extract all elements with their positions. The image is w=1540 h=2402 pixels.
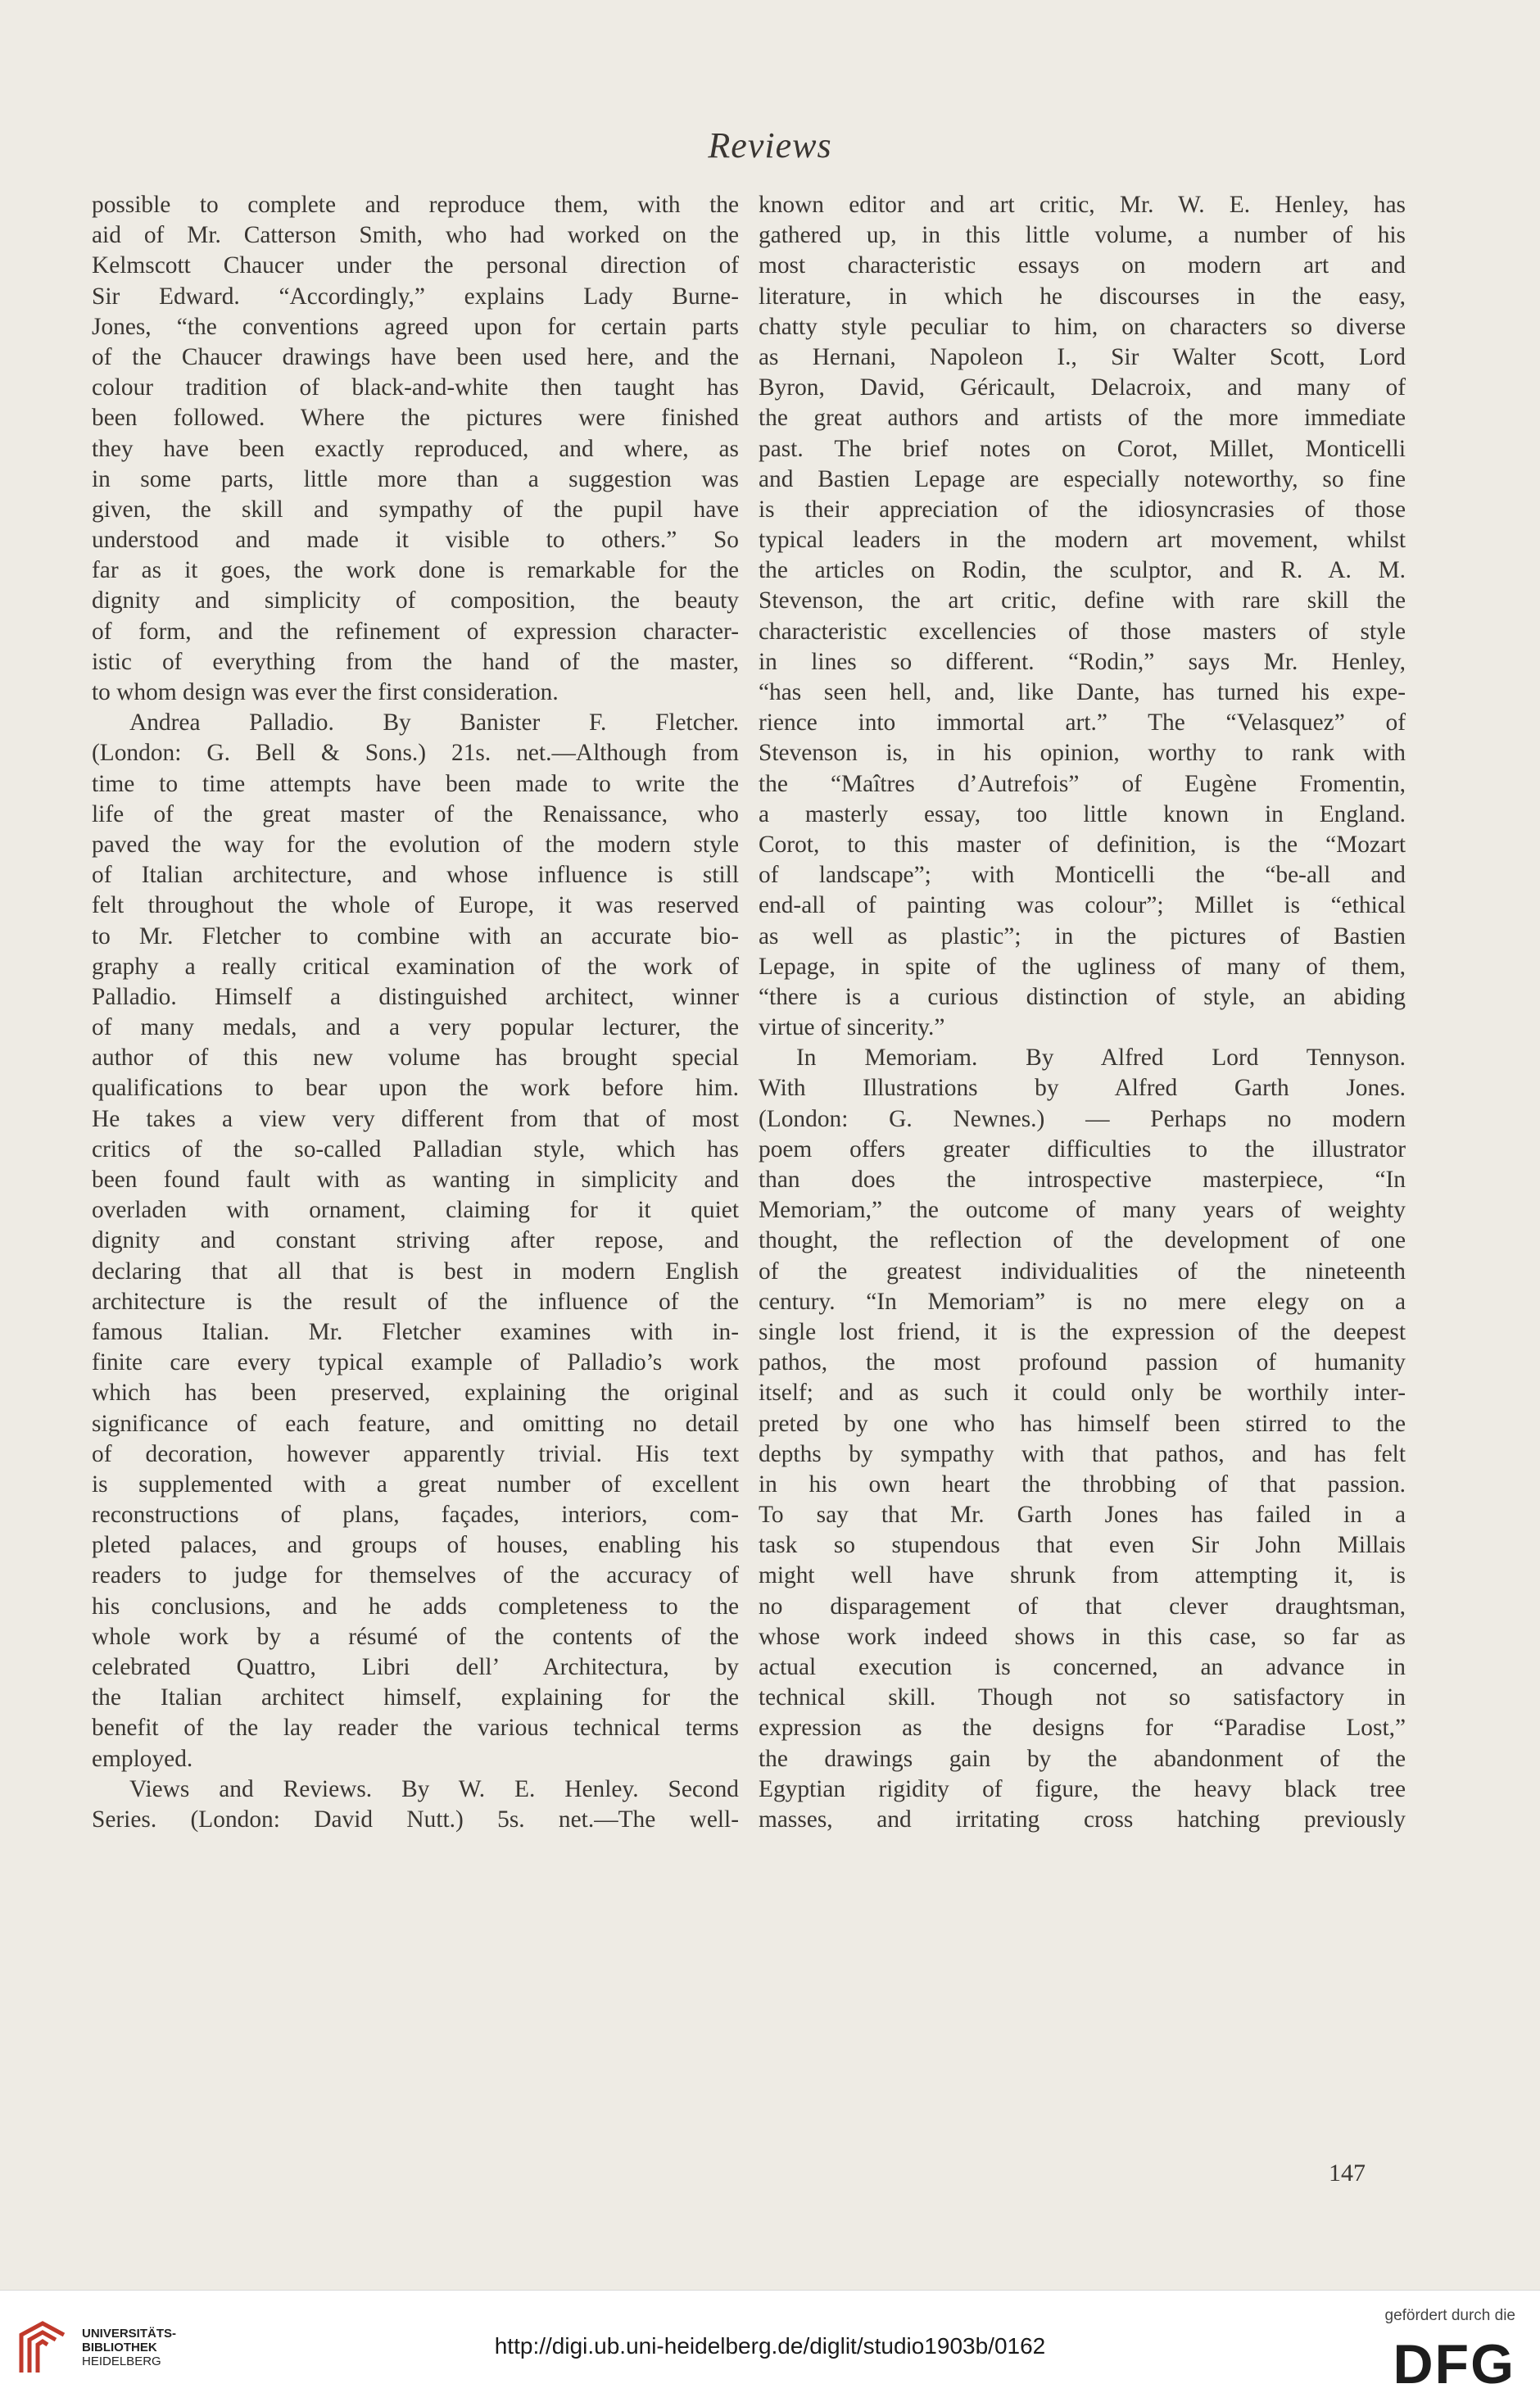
text-line: architecture is the result of the influence of the — [92, 1288, 739, 1315]
text-line: given, the skill and sympathy of the pupil have — [92, 496, 739, 523]
text-line: century. “In Memoriam” is no mere elegy on a — [759, 1288, 1406, 1315]
text-line: Views and Reviews. By W. E. Henley. Second — [129, 1775, 739, 1802]
left-text-column — [92, 190, 739, 1835]
text-line: actual execution is concerned, an advance in — [759, 1654, 1406, 1680]
sponsor-text: gefördert durch die — [1384, 2307, 1515, 2324]
text-line: Memoriam,” the outcome of many years of weighty — [759, 1197, 1406, 1224]
text-line: in his own heart the throbbing of that passion. — [759, 1471, 1406, 1498]
text-line: single lost friend, it is the expression of the deepest — [759, 1318, 1406, 1345]
text-line: istic of everything from the hand of the master, — [92, 648, 739, 675]
running-header: Reviews — [708, 125, 832, 165]
text-line: To say that Mr. Garth Jones has failed in a — [759, 1502, 1406, 1529]
text-line: Sir Edward. “Accordingly,” explains Lady Burne- — [92, 283, 739, 310]
text-line: task so stupendous that even Sir John Millais — [759, 1532, 1406, 1559]
text-line: overladen with ornament, claiming for it quiet — [92, 1197, 739, 1224]
text-line: employed. — [92, 1745, 193, 1772]
text-line: his conclusions, and he adds completeness to the — [92, 1593, 739, 1620]
text-line: colour tradition of black-and-white then taught has — [92, 374, 739, 401]
text-line: Egyptian rigidity of figure, the heavy black tree — [759, 1775, 1406, 1802]
text-line: celebrated Quattro, Libri dell’ Architectura, by — [92, 1654, 739, 1680]
text-line: of decoration, however apparently trivial. His text — [92, 1440, 739, 1467]
text-line: paved the way for the evolution of the modern style — [92, 831, 739, 858]
text-line: pathos, the most profound passion of humanity — [759, 1349, 1406, 1376]
text-line: is supplemented with a great number of excellent — [92, 1471, 739, 1498]
text-line: benefit of the lay reader the various technical terms — [92, 1715, 739, 1742]
text-line: of the Chaucer drawings have been used here, and the — [92, 343, 739, 370]
text-line: technical skill. Though not so satisfactory in — [759, 1684, 1406, 1711]
text-line: to whom design was ever the first consideration. — [92, 679, 559, 705]
text-line: which has been preserved, explaining the original — [92, 1380, 739, 1407]
text-line: of form, and the refinement of expression character- — [92, 618, 739, 645]
text-line: characteristic excellencies of those masters of style — [759, 618, 1406, 645]
text-line: masses, and irritating cross hatching previously — [759, 1806, 1406, 1833]
text-line: Lepage, in spite of the ugliness of many of them, — [759, 953, 1406, 980]
text-line: the drawings gain by the abandonment of the — [759, 1745, 1406, 1772]
text-line: With Illustrations by Alfred Garth Jones. — [759, 1075, 1406, 1102]
text-line: Jones, “the conventions agreed upon for certain parts — [92, 313, 739, 340]
text-line: depths by sympathy with that pathos, and has felt — [759, 1440, 1406, 1467]
text-line: finite care every typical example of Palladio’s work — [92, 1349, 739, 1376]
text-line: than does the introspective masterpiece, “In — [759, 1167, 1406, 1193]
text-line: been followed. Where the pictures were finished — [92, 405, 739, 432]
library-name-line3: HEIDELBERG — [82, 2354, 161, 2368]
text-line: of the greatest individualities of the nineteenth — [759, 1258, 1406, 1285]
right-text-column — [759, 190, 1406, 1835]
text-line: time to time attempts have been made to write the — [92, 770, 739, 797]
text-line: far as it goes, the work done is remarkable for the — [92, 557, 739, 584]
text-line: the great authors and artists of the more immediate — [759, 405, 1406, 432]
page-number: 147 — [1329, 2160, 1366, 2187]
text-line: they have been exactly reproduced, and where, as — [92, 435, 739, 462]
text-line: He takes a view very different from that of most — [92, 1105, 739, 1132]
text-line: whose work indeed shows in this case, so far as — [759, 1623, 1406, 1650]
text-line: known editor and art critic, Mr. W. E. Henley, has — [759, 192, 1406, 218]
text-line: dignity and simplicity of composition, the beauty — [92, 587, 739, 614]
text-line: whole work by a résumé of the contents of the — [92, 1623, 739, 1650]
text-line: no disparagement of that clever draughtsman, — [759, 1593, 1406, 1620]
text-line: expression as the designs for “Paradise Lost,” — [759, 1715, 1406, 1742]
text-line: the articles on Rodin, the sculptor, and R. A. M. — [759, 557, 1406, 584]
text-line: aid of Mr. Catterson Smith, who had worked on the — [92, 222, 739, 249]
text-line: in lines so different. “Rodin,” says Mr. Henley, — [759, 648, 1406, 675]
text-line: reconstructions of plans, façades, interiors, com- — [92, 1502, 739, 1529]
text-line: most characteristic essays on modern art and — [759, 252, 1406, 279]
text-line: typical leaders in the modern art movement, whilst — [759, 527, 1406, 554]
text-line: of many medals, and a very popular lecturer, the — [92, 1014, 739, 1041]
text-line: end-all of painting was colour”; Millet is “ethical — [759, 892, 1406, 919]
text-line: literature, in which he discourses in the easy, — [759, 283, 1406, 310]
text-line: (London: G. Bell & Sons.) 21s. net.—Although from — [92, 740, 739, 767]
text-line: might well have shrunk from attempting it, is — [759, 1562, 1406, 1589]
text-line: dignity and constant striving after repose, and — [92, 1227, 739, 1254]
text-line: thought, the reflection of the development of one — [759, 1227, 1406, 1254]
text-line: life of the great master of the Renaissance, who — [92, 800, 739, 827]
text-line: chatty style peculiar to him, on characters so diverse — [759, 313, 1406, 340]
text-line: virtue of sincerity.” — [759, 1014, 945, 1041]
text-line: Corot, to this master of definition, is the “Mozart — [759, 831, 1406, 858]
text-line: the “Maîtres d’Autrefois” of Eugène Fromentin, — [759, 770, 1406, 797]
text-line: readers to judge for themselves of the accuracy of — [92, 1562, 739, 1589]
text-line: of landscape”; with Monticelli the “be-all and — [759, 862, 1406, 889]
text-line: itself; and as such it could only be worthily inter- — [759, 1380, 1406, 1407]
text-line: possible to complete and reproduce them, with the — [92, 192, 739, 218]
text-line: author of this new volume has brought special — [92, 1045, 739, 1072]
text-line: of Italian architecture, and whose influence is still — [92, 862, 739, 889]
text-line: declaring that all that is best in modern English — [92, 1258, 739, 1285]
text-line: preted by one who has himself been stirred to the — [759, 1410, 1406, 1437]
text-line: and Bastien Lepage are especially noteworthy, so fine — [759, 465, 1406, 492]
text-line: been found fault with as wanting in simplicity and — [92, 1167, 739, 1193]
text-line: significance of each feature, and omitting no detail — [92, 1410, 739, 1437]
text-line: (London: G. Newnes.) — Perhaps no modern — [759, 1105, 1406, 1132]
text-line: graphy a really critical examination of the work of — [92, 953, 739, 980]
text-line: in some parts, little more than a suggestion was — [92, 465, 739, 492]
library-name-line1: UNIVERSITÄTS- — [82, 2327, 177, 2341]
text-line: poem offers greater difficulties to the illustrator — [759, 1135, 1406, 1162]
text-line: “there is a curious distinction of style, an abiding — [759, 983, 1406, 1010]
dfg-logo: DFG — [1393, 2333, 1515, 2395]
text-line: Andrea Palladio. By Banister F. Fletcher. — [129, 709, 739, 736]
text-line: Kelmscott Chaucer under the personal direction of — [92, 252, 739, 279]
text-line: felt throughout the whole of Europe, it was reserved — [92, 892, 739, 919]
text-line: In Memoriam. By Alfred Lord Tennyson. — [796, 1045, 1406, 1072]
permalink-url[interactable]: http://digi.ub.uni-heidelberg.de/diglit/studio1903b/0162 — [494, 2333, 1046, 2359]
text-line: rience into immortal art.” The “Velasquez” of — [759, 709, 1406, 736]
text-line: Palladio. Himself a distinguished architect, winner — [92, 983, 739, 1010]
text-line: to Mr. Fletcher to combine with an accurate bio- — [92, 922, 739, 949]
text-line: critics of the so-called Palladian style, which has — [92, 1135, 739, 1162]
text-line: Series. (London: David Nutt.) 5s. net.—The well- — [92, 1806, 739, 1833]
text-line: the Italian architect himself, explaining for the — [92, 1684, 739, 1711]
text-line: as Hernani, Napoleon I., Sir Walter Scott, Lord — [759, 343, 1406, 370]
text-line: “has seen hell, and, like Dante, has turned his expe- — [759, 679, 1406, 705]
library-name-line2: BIBLIOTHEK — [82, 2341, 157, 2354]
text-line: understood and made it visible to others.” So — [92, 527, 739, 554]
text-line: qualifications to bear upon the work before him. — [92, 1075, 739, 1102]
text-line: Stevenson is, in his opinion, worthy to rank with — [759, 740, 1406, 767]
text-line: as well as plastic”; in the pictures of Bastien — [759, 922, 1406, 949]
text-line: gathered up, in this little volume, a number of his — [759, 222, 1406, 249]
text-line: past. The brief notes on Corot, Millet, Monticelli — [759, 435, 1406, 462]
text-line: Byron, David, Géricault, Delacroix, and many of — [759, 374, 1406, 401]
text-line: a masterly essay, too little known in England. — [759, 800, 1406, 827]
text-line: famous Italian. Mr. Fletcher examines with in- — [92, 1318, 739, 1345]
text-line: pleted palaces, and groups of houses, enabling his — [92, 1532, 739, 1559]
text-line: Stevenson, the art critic, define with rare skill the — [759, 587, 1406, 614]
viewer-footer — [0, 2290, 1540, 2402]
text-line: is their appreciation of the idiosyncrasies of those — [759, 496, 1406, 523]
